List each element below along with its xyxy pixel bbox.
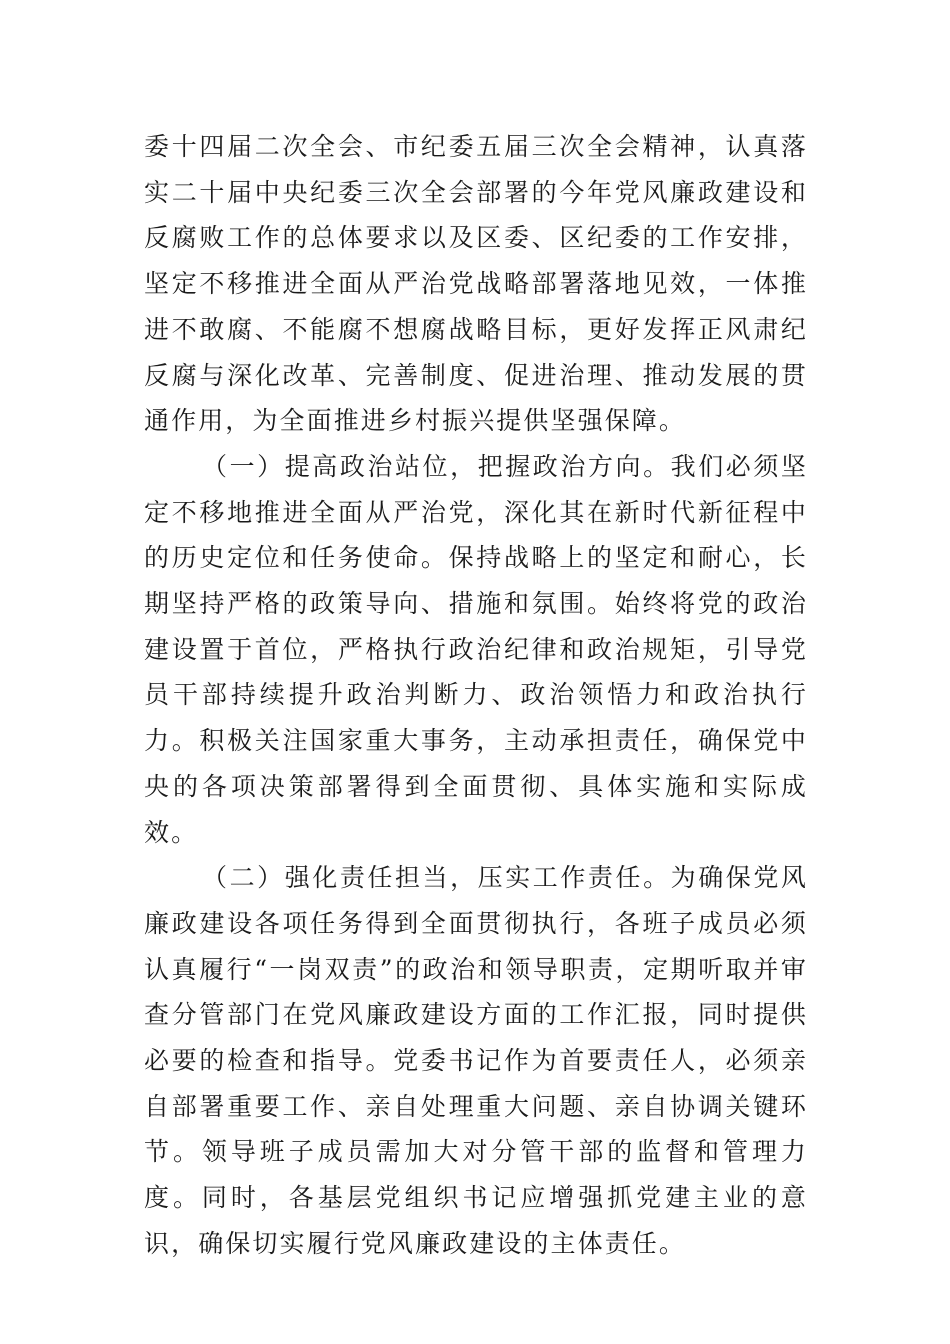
paragraph-continuation: 委十四届二次全会、市纪委五届三次全会精神，认真落实二十届中央纪委三次全会部署的今年党风廉政建设和反腐败工作的总体要求以及区委、区纪委的工作安排，坚定不移推进全面从严治党战略部署落地见效，一体推进不敢腐、不能腐不想腐战略目标，更好发挥正风肃纪反腐与深化改革、完善制度、促进治理、推动发展的贯通作用，为全面推进乡村振兴提供坚强保障。 (144, 132, 808, 436)
document-body (144, 124, 808, 1267)
paragraph-section-one: （一）提高政治站位，把握政治方向。我们必须坚定不移地推进全面从严治党，深化其在新时代新征程中的历史定位和任务使命。保持战略上的坚定和耐心，长期坚持严格的政策导向、措施和氛围。始终将党的政治建设置于首位，严格执行政治纪律和政治规矩，引导党员干部持续提升政治判断力、政治领悟力和政治执行力。积极关注国家重大事务，主动承担责任，确保党中央的各项决策部署得到全面贯彻、具体实施和实际成效。 (144, 451, 808, 847)
paragraph-section-two: （二）强化责任担当，压实工作责任。为确保党风廉政建设各项任务得到全面贯彻执行，各班子成员必须认真履行“一岗双责”的政治和领导职责，定期听取并审查分管部门在党风廉政建设方面的工作汇报，同时提供必要的检查和指导。党委书记作为首要责任人，必须亲自部署重要工作、亲自处理重大问题、亲自协调关键环节。领导班子成员需加大对分管干部的监督和管理力度。同时，各基层党组织书记应增强抓党建主业的意识，确保切实履行党风廉政建设的主体责任。 (144, 863, 808, 1258)
